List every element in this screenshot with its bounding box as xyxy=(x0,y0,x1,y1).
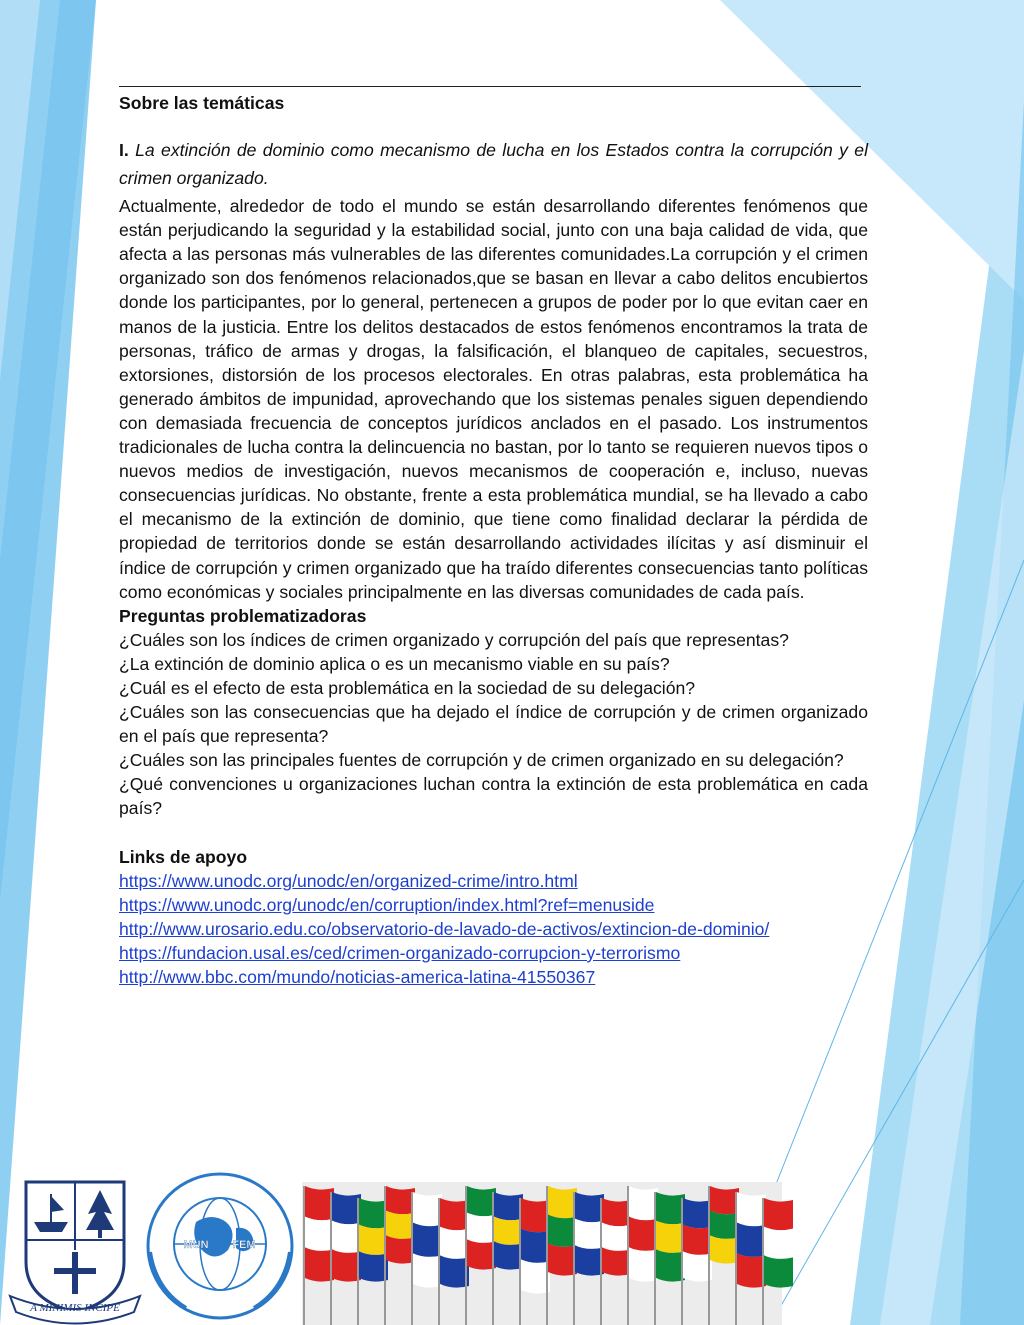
question-item: ¿Cuál es el efecto de esta problemática en la sociedad de su delegación? xyxy=(119,677,696,698)
question-item: ¿La extinción de dominio aplica o es un mecanismo viable en su país? xyxy=(119,653,670,674)
document-body xyxy=(119,72,868,989)
question-item: ¿Cuáles son las principales fuentes de corrupción y de crimen organizado en su delegación? xyxy=(119,750,844,771)
footer-logos xyxy=(0,1170,1024,1325)
school-motto: A MINIMIS INCIPE xyxy=(30,1302,120,1314)
topic-title xyxy=(119,136,868,192)
support-link-urosario[interactable]: http://www.urosario.edu.co/observatorio-de-lavado-de-activos/extincion-de-dominio/ xyxy=(119,918,770,939)
mun-fem-logo xyxy=(148,1174,292,1318)
body-paragraph: Actualmente, alrededor de todo el mundo se están desarrollando diferentes fenómenos que están perjudicando la seguridad y la estabilidad social, junto con una baja calidad de vida, que afecta a las personas más vulnerables de las diferentes comunidades.La corrupción y el crimen organizado son dos fenómenos relacionados,que se basan en llevar a cabo delitos encubiertos donde los participantes, por lo general, pertenecen a grupos de poder por lo que evitan caer en manos de la justicia. Entre los delitos destacados de estos fenómenos encontramos la trata de personas, tráfico de armas y drogas, la falsificación, el blanqueo de capitales, secuestros, extorsiones, distorsión de los procesos electorales. En otras palabras, esta problemática ha generado ámbitos de impunidad, aprovechando que los sistemas penales siguen dependiendo con demasiada frecuencia de conceptos jurídicos anclados en el pasado. Los instrumentos tradicionales de lucha contra la delincuencia no bastan, por lo tanto se requieren nuevos tipos o nuevos medios de investigación, nuevos mecanismos de cooperación e, incluso, nuevas consecuencias jurídicas. No obstante, frente a esta problemática mundial, se ha llevado a cabo el mecanismo de la extinción de dominio, que tiene como finalidad declarar la pérdida de propiedad de territorios donde se están desarrollando actividades ilícitas y así disminuir el índice de corrupción y crimen organizado que ha traído diferentes consecuencias tanto políticas como económicas y sociales principalmente en las diversas comunidades de cada país. xyxy=(119,196,868,602)
support-link-unodc-corruption[interactable]: https://www.unodc.org/unodc/en/corruption/index.html?ref=menuside xyxy=(119,894,655,915)
school-crest-logo xyxy=(10,1182,140,1324)
fem-label: FEM xyxy=(232,1239,256,1251)
questions-heading: Preguntas problematizadoras xyxy=(119,605,367,626)
support-link-usal[interactable]: https://fundacion.usal.es/ced/crimen-organizado-corrupcion-y-terrorismo xyxy=(119,942,681,963)
mun-label: MUN xyxy=(183,1239,209,1251)
question-item: ¿Cuáles son los índices de crimen organizado y corrupción del país que representas? xyxy=(119,629,789,650)
flags-banner-image xyxy=(302,1182,793,1325)
topic-title-text: La extinción de dominio como mecanismo de lucha en los Estados contra la corrupción y el crimen organizado. xyxy=(119,140,869,189)
topic-numeral: I. xyxy=(119,140,129,161)
support-link-bbc[interactable]: http://www.bbc.com/mundo/noticias-america-latina-41550367 xyxy=(119,967,596,987)
section-heading: Sobre las temáticas xyxy=(119,93,285,113)
support-link-unodc-crime[interactable]: https://www.unodc.org/unodc/en/organized-crime/intro.html xyxy=(119,870,578,891)
top-divider xyxy=(119,72,861,87)
question-item: ¿Qué convenciones u organizaciones luchan contra la extinción de esta problemática en cada país? xyxy=(119,774,868,819)
question-item: ¿Cuáles son las consecuencias que ha dejado el índice de corrupción y de crimen organizado en el país que representa? xyxy=(119,702,868,747)
links-heading: Links de apoyo xyxy=(119,846,248,867)
